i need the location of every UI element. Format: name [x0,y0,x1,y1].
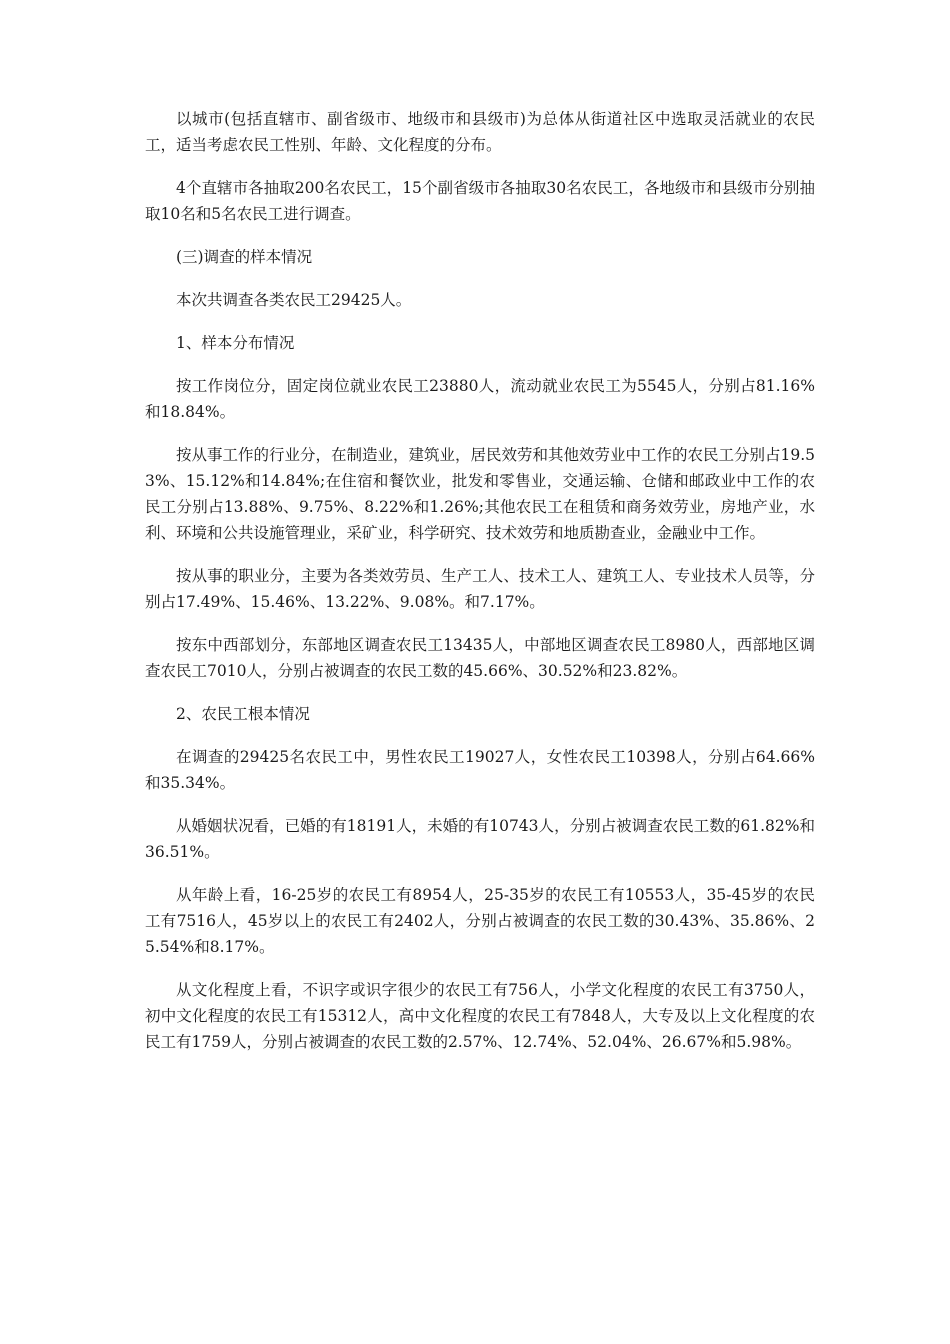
paragraph-by-education: 从文化程度上看，不识字或识字很少的农民工有756人，小学文化程度的农民工有3750人，初中文化程度的农民工有15312人，高中文化程度的农民工有7848人，大专及以上文化程度的农民工有1759人，分别占被调查的农民工数的2.57%、12.74%、52.04%、26.67%和5.98%。 [145,981,815,1051]
paragraph-by-industry: 按从事工作的行业分，在制造业，建筑业，居民效劳和其他效劳业中工作的农民工分别占19.53%、15.12%和14.84%;在住宿和餐饮业，批发和零售业，交通运输、仓储和邮政业中工作的农民工分别占13.88%、9.75%、8.22%和1.26%;其他农民工在租赁和商务效劳业，房地产业，水利、环境和公共设施管理业，采矿业，科学研究、技术效劳和地质勘查业，金融业中工作。 [145,446,816,542]
subheading-basic-situation: 2、农民工根本情况 [176,705,310,723]
paragraph-by-occupation: 按从事的职业分，主要为各类效劳员、生产工人、技术工人、建筑工人、专业技术人员等，分别占17.49%、15.46%、13.22%、9.08%。和7.17%。 [145,567,815,611]
paragraph-by-region: 按东中西部划分，东部地区调查农民工13435人，中部地区调查农民工8980人，西部地区调查农民工7010人，分别占被调查的农民工数的45.66%、30.52%和23.82%。 [145,636,815,680]
paragraph-sampling-scope: 以城市(包括直辖市、副省级市、地级市和县级市)为总体从街道社区中选取灵活就业的农民工，适当考虑农民工性别、年龄、文化程度的分布。 [145,110,815,154]
subheading-sample-distribution: 1、样本分布情况 [176,334,295,352]
paragraph-sampling-quota: 4个直辖市各抽取200名农民工，15个副省级市各抽取30名农民工，各地级市和县级市分别抽取10名和5名农民工进行调查。 [145,179,815,223]
paragraph-total-surveyed: 本次共调查各类农民工29425人。 [176,291,412,309]
document-body [145,106,815,1072]
section-heading-sample-situation: (三)调查的样本情况 [176,248,313,266]
paragraph-by-gender: 在调查的29425名农民工中，男性农民工19027人，女性农民工10398人，分别占64.66%和35.34%。 [145,748,815,792]
paragraph-by-age: 从年龄上看，16-25岁的农民工有8954人，25-35岁的农民工有10553人，35-45岁的农民工有7516人，45岁以上的农民工有2402人，分别占被调查的农民工数的30.43%、35.86%、25.54%和8.17%。 [145,886,815,956]
paragraph-by-marital-status: 从婚姻状况看，已婚的有18191人，未婚的有10743人，分别占被调查农民工数的61.82%和36.51%。 [145,817,815,861]
paragraph-by-job-position: 按工作岗位分，固定岗位就业农民工23880人，流动就业农民工为5545人，分别占81.16%和18.84%。 [145,377,815,421]
